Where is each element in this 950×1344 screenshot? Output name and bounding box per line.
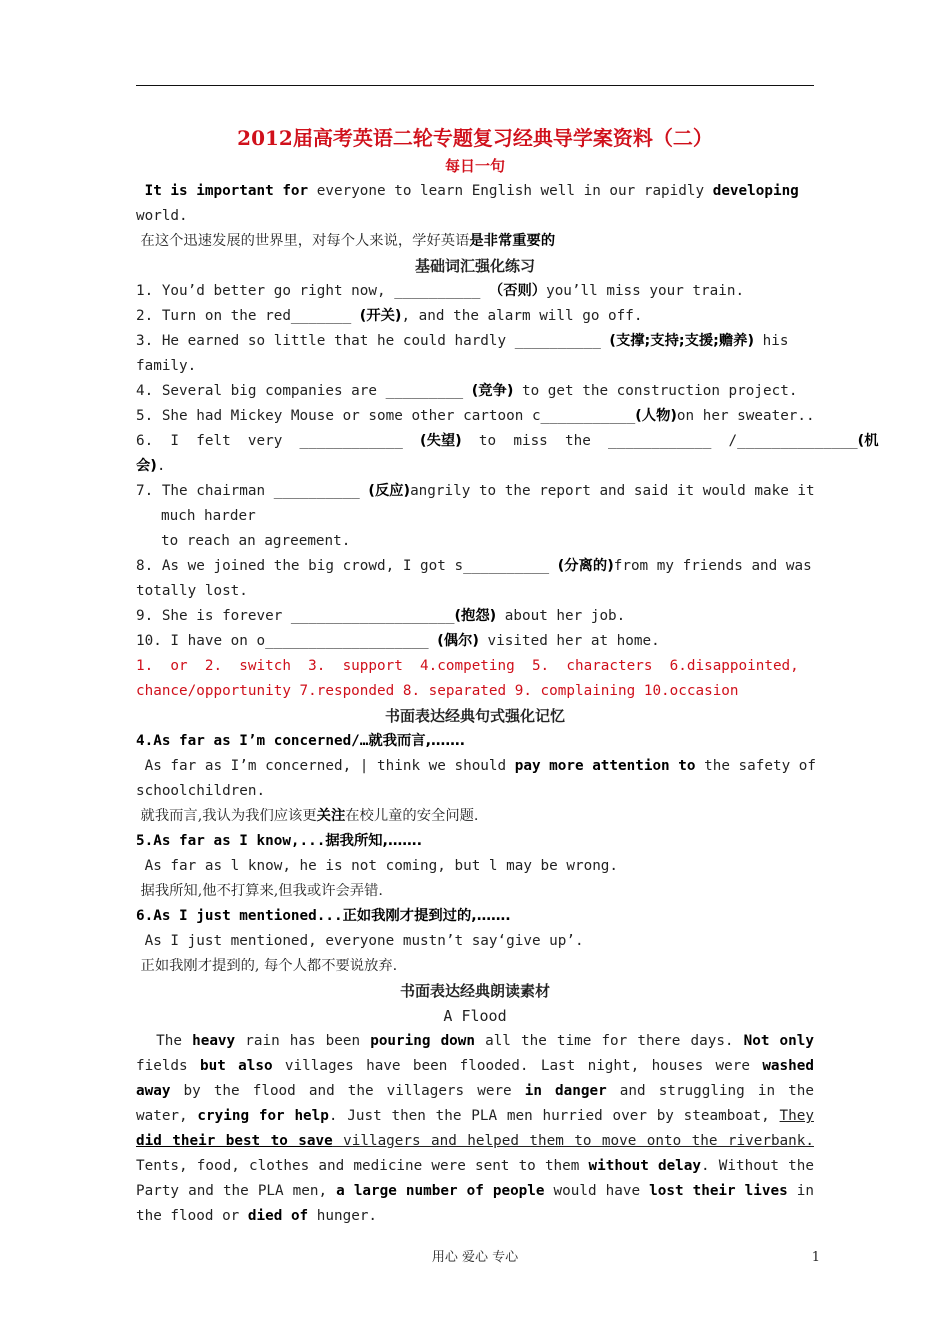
vocab-question-1: 1. You’d better go right now, __________ （否则）you’ll miss your train. xyxy=(136,283,745,299)
vocab-question-7-cont: much harder xyxy=(161,508,256,524)
answer-key-line-1: 1. or 2. switch 3. support 4.competing 5. characters 6.disappointed, xyxy=(136,658,799,674)
daily-sentence-line-1: It is important for everyone to learn English well in our rapidly developing xyxy=(136,183,799,199)
daily-heading: 每日一句 xyxy=(444,157,505,175)
daily-sentence-cn: 在这个迅速发展的世界里，对每个人来说，学好英语是非常重要的 xyxy=(136,233,556,249)
pattern-6-example: As I just mentioned, everyone mustn’t say‘give up’. xyxy=(136,933,584,949)
vocab-question-3: 3. He earned so little that he could hardly __________ (支撑;支持;支援;赡养) his xyxy=(136,333,789,349)
vocab-question-8: 8. As we joined the big crowd, I got s__________ (分离的)from my friends and was xyxy=(136,558,812,574)
answer-key-line-2: chance/opportunity 7.responded 8. separated 9. complaining 10.occasion xyxy=(136,683,739,699)
pattern-4-translation: 就我而言,我认为我们应该更关注在校儿童的安全问题. xyxy=(136,808,479,824)
reading-title: A Flood xyxy=(443,1007,507,1025)
vocab-question-4: 4. Several big companies are _________ (竞争) to get the construction project. xyxy=(136,383,798,399)
pattern-5-translation: 据我所知,他不打算来,但我或许会弄错. xyxy=(136,883,383,899)
vocab-question-3-cont: family. xyxy=(136,358,197,374)
pattern-4-heading: 4.As far as I’m concerned/…就我而言,……. xyxy=(136,733,466,749)
reading-heading: 书面表达经典朗读素材 xyxy=(399,982,550,1000)
vocab-question-7: 7. The chairman __________ (反应)angrily to the report and said it would make it xyxy=(136,483,815,499)
reading-paragraph: The heavy rain has been pouring down all the time for there days. Not only fields but also villages have been flooded. Last night, houses were washed away by the flood and the villagers were in danger and struggling in the water, crying for help. Just then the PLA men hurried over by steamboat, They did their best to save villagers and helped them to move onto the riverbank. Tents, food, clothes and medicine were sent to them without delay. Without the Party and the PLA men, a large number of people would have lost their lives in the flood or died of hunger. xyxy=(136,1033,814,1224)
vocab-question-9: 9. She is forever ___________________(抱怨) about her job. xyxy=(136,608,626,624)
footer-motto: 用心 爱心 专心 xyxy=(431,1250,519,1265)
daily-sentence-line-2: world. xyxy=(136,208,188,224)
page-title: 2012届高考英语二轮专题复习经典导学案资料（二） xyxy=(237,126,713,150)
pattern-5-example: As far as l know, he is not coming, but l may be wrong. xyxy=(136,858,619,874)
vocab-question-6-cont: 会). xyxy=(136,458,166,474)
vocab-heading: 基础词汇强化练习 xyxy=(414,257,535,275)
vocab-question-6: 6. I felt very ____________ (失望) to miss the ____________ /______________(机 xyxy=(136,433,879,449)
vocab-question-5: 5. She had Mickey Mouse or some other cartoon c___________(人物)on her sweater.. xyxy=(136,408,815,424)
page-content xyxy=(136,122,879,1229)
vocab-question-2: 2. Turn on the red_______ (开关), and the alarm will go off. xyxy=(136,308,643,324)
vocab-question-7-cont-2: to reach an agreement. xyxy=(161,533,351,549)
vocab-question-10: 10. I have on o___________________ (偶尔) visited her at home. xyxy=(136,633,660,649)
vocab-question-8-cont: totally lost. xyxy=(136,583,248,599)
pattern-6-heading: 6.As I just mentioned...正如我刚才提到过的,……. xyxy=(136,908,511,924)
pattern-4-example-cont: schoolchildren. xyxy=(136,783,266,799)
pattern-5-heading: 5.As far as I know,...据我所知,……. xyxy=(136,833,423,849)
pattern-6-translation: 正如我刚才提到的, 每个人都不要说放弃. xyxy=(136,958,398,974)
sentence-patterns-heading: 书面表达经典句式强化记忆 xyxy=(384,707,565,725)
pattern-4-example: As far as I’m concerned, | think we should pay more attention to the safety of xyxy=(136,758,817,774)
header-rule xyxy=(136,85,814,86)
page-number: 1 xyxy=(811,1250,820,1265)
